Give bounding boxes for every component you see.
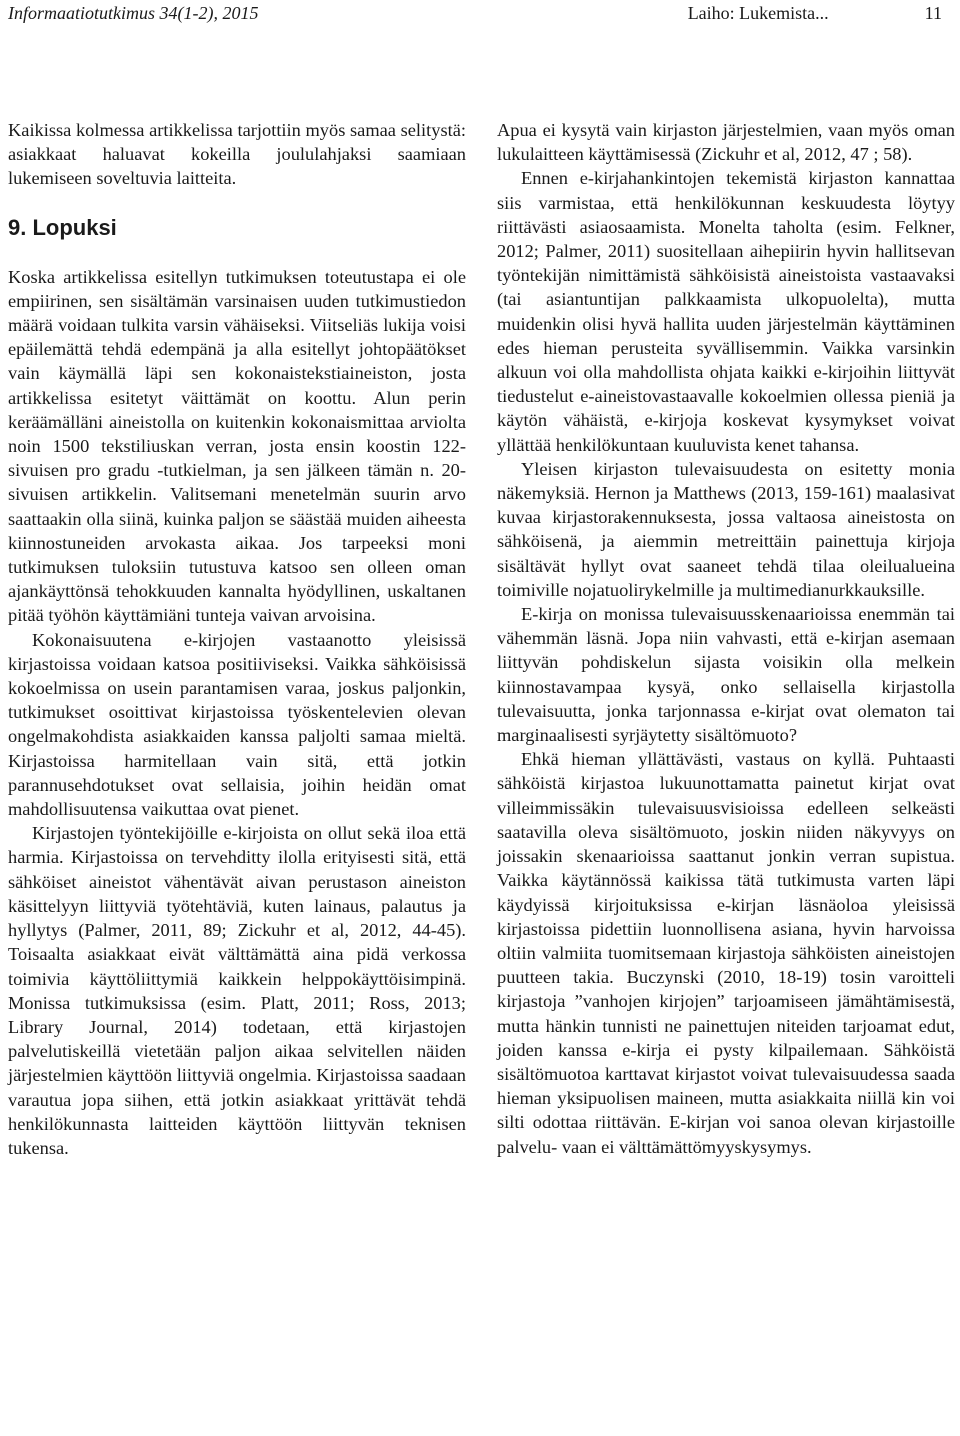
page-number: 11 xyxy=(924,3,942,23)
paragraph: Kokonaisuutena e-kirjojen vastaanotto yleisissä kirjastoissa voidaan katsoa positiiviseksi. Vaikka sähköisissä kokoelmissa on usein parantamisen varaa, joskus paljonkin, tutkimukset osoittivat kirjastoissa työskentelevien olevan ongelmakohdista asiakkaiden kanssa paljolti samaa mieltä. Kirjastoissa harmitellaan vain sitä, että jotkin parannusehdotukset ovat sellaisia, joihin heidän omat mahdollisuutensa vaikuttaa ovat pienet. xyxy=(8,629,466,820)
paragraph: Koska artikkelissa esitellyn tutkimuksen toteutustapa ei ole empiirinen, sen sisältämän varsinaisen uuden tutkimustiedon määrä voidaan tulkita varsin vähäiseksi. Viitseliäs lukija voisi epäilemättä tehdä edempänä ja alla esitellyt johtopäätökset vain käymällä läpi sen kokonaistekstiaineiston, josta artikkelissa esitetyt väittämät on koottu. Alun perin keräämälläni aineistolla on kuitenkin kokonaismittaa arviolta noin 1500 tekstiliuskan verran, josta ensin koostin 122-sivuisen pro gradu -tutkielman, ja sen jälkeen tämän n. 20-sivuisen artikkelin. Valitsemani menetelmän suurin arvo saattaakin olla siinä, kuinka paljon se säästää muiden aiheesta kiinnostuneiden arvokasta aikaa. Jos tarpeeksi moni tutkimuksen tuloksiin tutustuva katsoo sen olleen oman ajankäyttönsä tehokkuuden kannalta hyödyllinen, uskaltanen pitää työhön käyttämiäni tunteja vaivan arvoisina. xyxy=(8,266,466,626)
paragraph: Ehkä hieman yllättävästi, vastaus on kyllä. Puhtaasti sähköistä kirjastoa lukuunottamatta painetut kirjat ovat villeimmissäkin tulevaisuusvisioissa edelleen selkeästi saatavilla oleva sisältömuoto, joskin niiden näkyvyys on joissakin skenaarioissa saattanut jonkin verran supistua. Vaikka käytännössä kaikissa tätä tutkimusta varten läpi käydyissä kirjoituksissa e-kirjan läsnäoloa yleisissä kirjastoissa pidettiin luonnollisena asiana, hyvin harvoissa oltiin valmiita tuomitsemaan kirjastoja sähköisten aineistojen puutteen takia. Buczynski (2010, 18-19) tosin varoitteli kirjastoja ”vanhojen kirjojen” tarjoamiseen jämähtämisestä, mutta hänkin tunnisti ne painettujen niteiden tarjoamat edut, joiden kanssa e-kirja ei pysty kilpailemaan. Sähköistä sisältömuotoa karttavat kirjastot voivat tulevaisuudessa saada hieman yksipuolisen maineen, mutta asiakkaita niillä kin voi silti odottaa riittävän. E-kirjan voi sanoa olevan kirjastoille palvelu- vaan ei välttämättömyyskysymys. xyxy=(497,749,955,1157)
running-header xyxy=(8,0,942,26)
section-heading: 9. Lopuksi xyxy=(8,214,117,240)
intro-paragraph: Kaikissa kolmessa artikkelissa tarjottiin myös samaa selitystä: asiakkaat haluavat kokeilla joululahjaksi saamiaan lukemiseen soveltuvia laitteita. xyxy=(8,120,466,189)
right-column xyxy=(497,118,955,1159)
paragraph: Apua ei kysytä vain kirjaston järjestelmien, vaan myös oman lukulaitteen käyttämisessä (Zickuhr et al, 2012, 47 ; 58). xyxy=(497,120,955,165)
paragraph: Yleisen kirjaston tulevaisuudesta on esitetty monia näkemyksiä. Hernon ja Matthews (2013, 159-161) maalasivat kuvaa kirjastorakennuksesta, jossa valtaosa aineistosta on sähköisenä, ja aiemmin metreittäin painettuja kirjoja sisältävät hyllyt ovat saaneet tehdä tilaa oleilualueina toimiville nojatuolirykelmille ja multimedianurkkauksille. xyxy=(497,458,955,600)
paragraph: Ennen e-kirjahankintojen tekemistä kirjaston kannattaa siis varmistaa, että henkilökunnan keskuudesta löytyy riittävästi asiaosaamista. Monelta taholta (esim. Felkner, 2012; Palmer, 2011) suositellaan aihepiirin hyvin hallitsevan työntekijän nimittämistä sähköisistä aineistoista vastaavaksi (tai asiantuntijan palkkaamista ulkopuolelta), mutta muidenkin olisi hyvä hallita uuden järjestelmän käyttäminen edes hieman perusteita syvällisemmin. Vaikka varsinkin alkuun voi olla mahdollista ohjata kaikki e-kirjoihin liittyvät tiedustelut e-aineistovastaavalle kokoelmien ollessa pieniä ja käytön vähäistä, e-kirjoja koskevat kysymykset voivat yllättää henkilökuntaan kuuluvista kenet tahansa. xyxy=(497,168,955,455)
paragraph: Kirjastojen työntekijöille e-kirjoista on ollut sekä iloa että harmia. Kirjastoissa on tervehditty ilolla erityisesti sitä, että sähköiset aineistot vähentävät aivan perustason aineiston käsittelyyn liittyviä työtehtäviä, kuten lainaus, palautus ja hyllytys (Palmer, 2011, 89; Zickuhr et al, 2012, 44-45). Toisaalta asiakkaat eivät välttämättä aina pidä verkossa toimivia käyttöliittymiä kaikkein helppokäyttöisimpinä. Monissa tutkimuksissa (esim. Platt, 2011; Ross, 2013; Library Journal, 2014) todetaan, että kirjastojen palvelutiskeillä vietetään paljon aikaa selvitellen näiden järjestelmien käyttöön liittyviä ongelmia. Kirjastoissa saadaan varautua jopa siihen, että jotkin asiakkaat yrittävät tehdä henkilökunnasta laitteiden käyttöön liittyvän teknisen tukensa. xyxy=(8,823,466,1158)
journal-citation: Informaatiotutkimus 34(1-2), 2015 xyxy=(8,3,259,23)
paragraph: E-kirja on monissa tulevaisuusskenaarioissa enemmän tai vähemmän läsnä. Jopa niin vahvasti, että e-kirjan asemaan liittyvän pohdiskelun sijasta voisikin olla melkein kiinnostavampaa kysyä, onko sellaisella kirjastolla tulevaisuutta, jonka tarjonnassa e-kirjat ovat olematon tai marginaalisesti syrjäytetty sisältömuoto? xyxy=(497,604,955,746)
running-title: Laiho: Lukemista... xyxy=(687,3,829,23)
left-column xyxy=(8,118,466,1160)
